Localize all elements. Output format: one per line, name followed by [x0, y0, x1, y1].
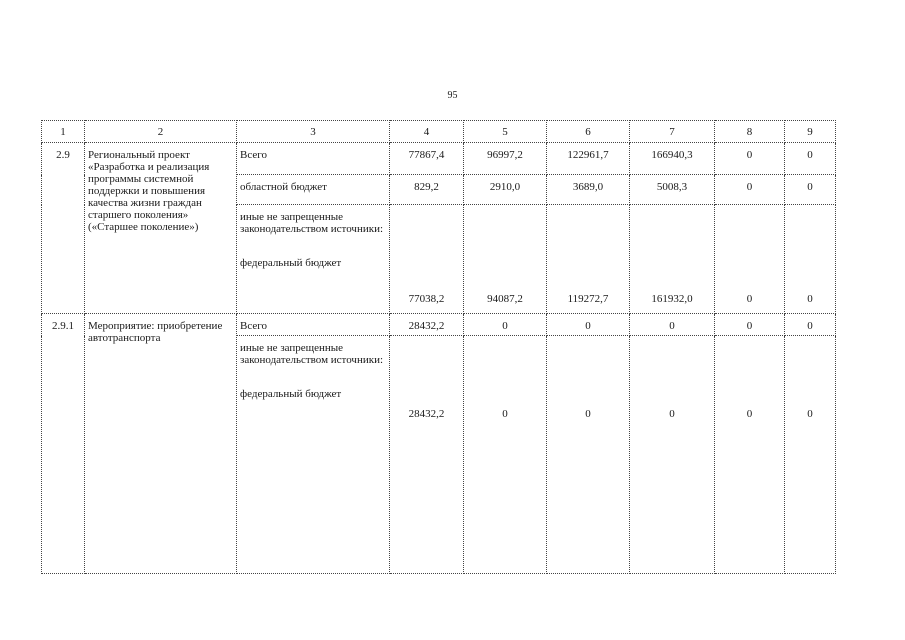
source-label: областной бюджет — [237, 175, 390, 205]
value-cell: 96997,2 — [464, 143, 547, 175]
value-cell: 0 — [715, 205, 785, 314]
value-cell: 5008,3 — [630, 175, 715, 205]
table-row — [42, 143, 836, 175]
value-cell: 77867,4 — [390, 143, 464, 175]
row-name: Региональный проект «Разработка и реализация программы системной поддержки и повышения качества жизни граждан старшего поколения» («Старшее поколение») — [85, 143, 237, 314]
value-cell: 0 — [785, 175, 836, 205]
value-cell: 829,2 — [390, 175, 464, 205]
source-cell — [237, 336, 390, 574]
value-cell: 0 — [715, 143, 785, 175]
value-cell: 161932,0 — [630, 205, 715, 314]
value-cell: 0 — [785, 205, 836, 314]
value-cell: 0 — [630, 336, 715, 574]
header-cell: 5 — [464, 121, 547, 143]
value-cell: 28432,2 — [390, 336, 464, 574]
source-label: Всего — [237, 314, 390, 336]
value-cell: 0 — [547, 314, 630, 336]
header-cell: 8 — [715, 121, 785, 143]
budget-table — [41, 120, 836, 574]
header-cell: 3 — [237, 121, 390, 143]
table-header-row — [42, 121, 836, 143]
header-cell: 2 — [85, 121, 237, 143]
source-label: федеральный бюджет — [240, 388, 342, 400]
row-code: 2.9.1 — [42, 314, 85, 574]
value-cell: 0 — [630, 314, 715, 336]
value-cell: 122961,7 — [547, 143, 630, 175]
source-label: федеральный бюджет — [240, 257, 342, 269]
value-cell: 0 — [464, 336, 547, 574]
header-cell: 1 — [42, 121, 85, 143]
value-cell: 0 — [715, 175, 785, 205]
value-cell: 77038,2 — [390, 205, 464, 314]
header-cell: 6 — [547, 121, 630, 143]
value-cell: 0 — [715, 314, 785, 336]
header-cell: 7 — [630, 121, 715, 143]
header-cell: 9 — [785, 121, 836, 143]
value-cell: 0 — [547, 336, 630, 574]
source-cell — [237, 205, 390, 314]
header-cell: 4 — [390, 121, 464, 143]
row-code: 2.9 — [42, 143, 85, 314]
value-cell: 3689,0 — [547, 175, 630, 205]
value-cell: 119272,7 — [547, 205, 630, 314]
value-cell: 28432,2 — [390, 314, 464, 336]
value-cell: 0 — [785, 314, 836, 336]
value-cell: 0 — [785, 336, 836, 574]
table-row — [42, 314, 836, 336]
other-sources-label: иные не запрещенные законодательством источники: — [240, 211, 384, 235]
page-number: 95 — [447, 90, 458, 101]
row-name: Мероприятие: приобретение автотранспорта — [85, 314, 237, 574]
value-cell: 166940,3 — [630, 143, 715, 175]
value-cell: 0 — [715, 336, 785, 574]
value-cell: 0 — [464, 314, 547, 336]
value-cell: 94087,2 — [464, 205, 547, 314]
other-sources-label: иные не запрещенные законодательством источники: — [240, 342, 384, 366]
value-cell: 2910,0 — [464, 175, 547, 205]
value-cell: 0 — [785, 143, 836, 175]
source-label: Всего — [237, 143, 390, 175]
